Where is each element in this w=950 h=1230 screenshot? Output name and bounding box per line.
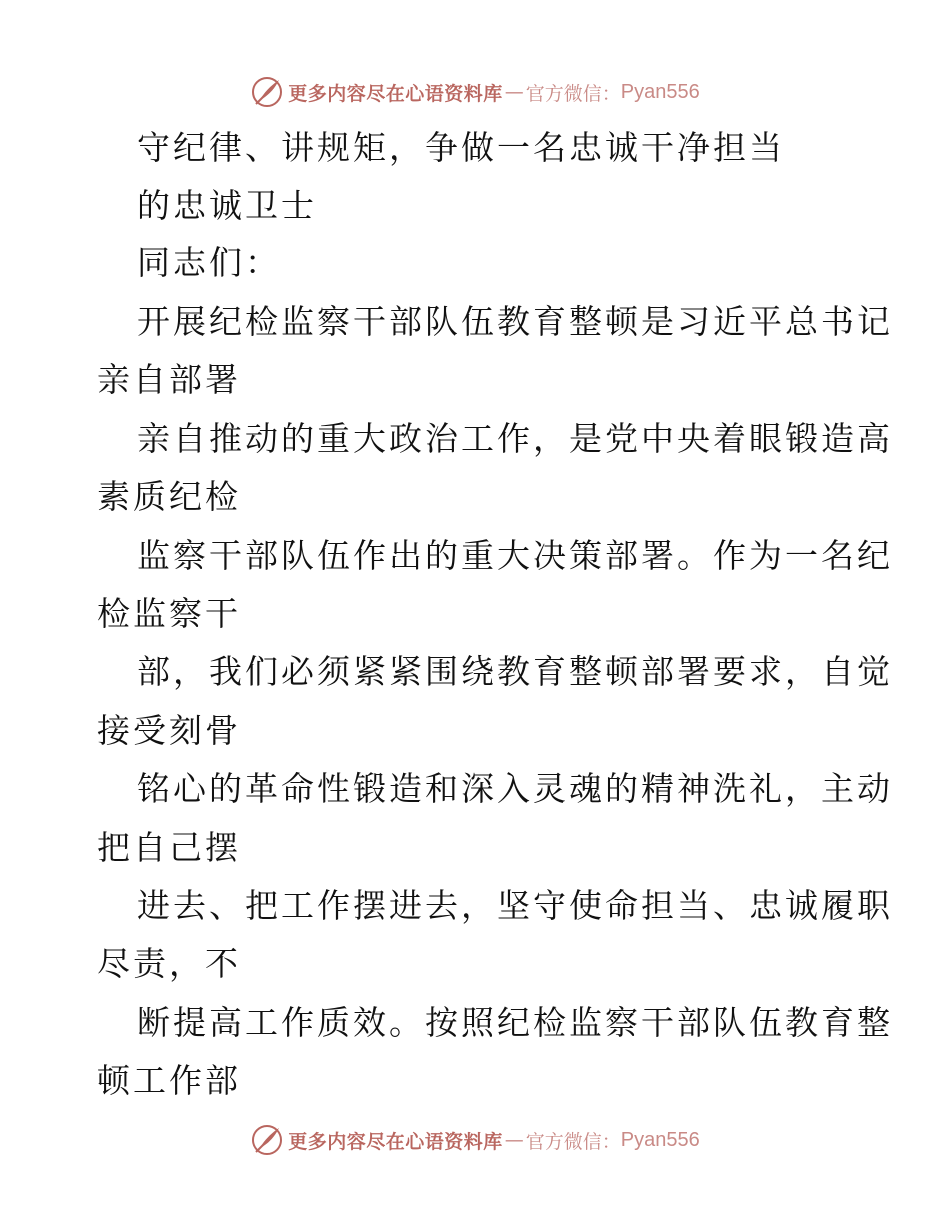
body-line: 进去、把工作摆进去，坚守使命担当、忠诚履职: [137, 886, 893, 925]
body-line: 亲自部署: [97, 360, 241, 399]
body-line: 接受刻骨: [97, 711, 241, 750]
body-line: 尽责，不: [97, 944, 241, 983]
banner-separator: —: [504, 1129, 524, 1151]
banner-wechat-label: 官方微信：: [525, 82, 621, 105]
body-line: 检监察干: [97, 594, 241, 633]
footer-watermark: [0, 1120, 950, 1160]
title-line-2: 的忠诚卫士: [137, 186, 317, 225]
banner-wechat-id: Pyan556: [620, 80, 700, 103]
body-line: 把自己摆: [97, 828, 241, 867]
banner-wechat-id: Pyan556: [620, 1128, 700, 1151]
title-line-1: 守纪律、讲规矩，争做一名忠诚干净担当: [137, 128, 785, 167]
banner-slogan: 更多内容尽在心语资料库: [288, 1130, 503, 1153]
banner-slogan: 更多内容尽在心语资料库: [288, 82, 503, 105]
body-line: 铭心的革命性锻造和深入灵魂的精神洗礼，主动: [137, 769, 893, 808]
body-line: 亲自推动的重大政治工作，是党中央着眼锻造高: [137, 419, 893, 458]
header-watermark: [0, 72, 950, 112]
feather-pen-logo-icon: [250, 1123, 284, 1157]
banner-wechat-label: 官方微信：: [525, 1130, 621, 1153]
body-line: 监察干部队伍作出的重大决策部署。作为一名纪: [137, 536, 893, 575]
feather-pen-logo-icon: [250, 75, 284, 109]
body-line: 断提高工作质效。按照纪检监察干部队伍教育整: [137, 1003, 893, 1042]
body-line: 顿工作部: [97, 1061, 241, 1100]
body-line: 素质纪检: [97, 477, 241, 516]
body-line: 部，我们必须紧紧围绕教育整顿部署要求，自觉: [137, 652, 893, 691]
body-line: 开展纪检监察干部队伍教育整顿是习近平总书记: [137, 302, 893, 341]
salutation: 同志们：: [137, 243, 281, 282]
banner-separator: —: [504, 81, 524, 103]
